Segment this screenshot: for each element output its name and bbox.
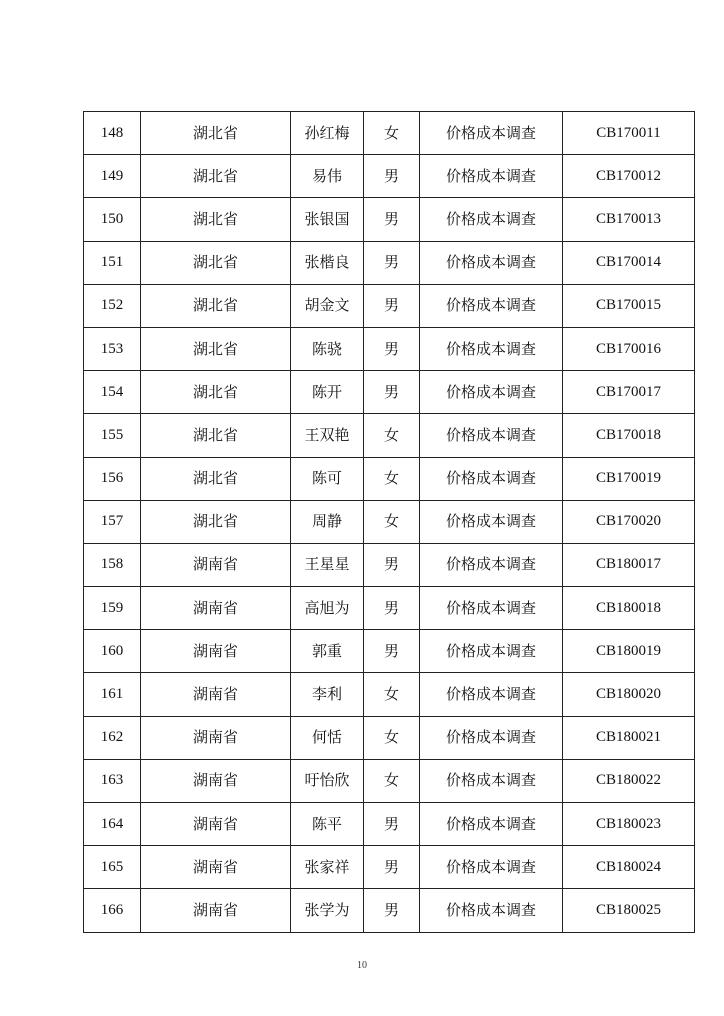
category-cell: 价格成本调查 [420,846,563,889]
person-name-cell: 张银国 [291,198,364,241]
category-cell: 价格成本调查 [420,803,563,846]
table-row [84,112,695,155]
table-row [84,155,695,198]
gender-cell: 男 [364,543,420,586]
table-row [84,587,695,630]
person-name-cell: 郭重 [291,630,364,673]
person-name-cell: 陈可 [291,457,364,500]
person-name-cell: 吁怡欣 [291,759,364,802]
category-cell: 价格成本调查 [420,543,563,586]
table-row [84,846,695,889]
certificate-code-cell: CB170012 [563,155,695,198]
table-row [84,284,695,327]
gender-cell: 男 [364,889,420,932]
person-name-cell: 陈骁 [291,327,364,370]
province-cell: 湖北省 [141,500,291,543]
certificate-code-cell: CB170015 [563,284,695,327]
row-number-cell: 154 [84,371,141,414]
province-cell: 湖北省 [141,112,291,155]
table-row [84,198,695,241]
person-name-cell: 周静 [291,500,364,543]
row-number-cell: 151 [84,241,141,284]
row-number-cell: 164 [84,803,141,846]
province-cell: 湖北省 [141,414,291,457]
person-name-cell: 胡金文 [291,284,364,327]
row-number-cell: 162 [84,716,141,759]
row-number-cell: 166 [84,889,141,932]
person-name-cell: 李利 [291,673,364,716]
category-cell: 价格成本调查 [420,889,563,932]
province-cell: 湖北省 [141,155,291,198]
gender-cell: 男 [364,198,420,241]
row-number-cell: 163 [84,759,141,802]
row-number-cell: 150 [84,198,141,241]
certificate-code-cell: CB170014 [563,241,695,284]
certificate-code-cell: CB170017 [563,371,695,414]
person-name-cell: 何恬 [291,716,364,759]
certificate-code-cell: CB170020 [563,500,695,543]
row-number-cell: 157 [84,500,141,543]
gender-cell: 女 [364,414,420,457]
table-row [84,371,695,414]
table-row [84,327,695,370]
province-cell: 湖南省 [141,889,291,932]
row-number-cell: 155 [84,414,141,457]
roster-table [83,111,695,933]
certificate-code-cell: CB180024 [563,846,695,889]
row-number-cell: 165 [84,846,141,889]
province-cell: 湖南省 [141,716,291,759]
category-cell: 价格成本调查 [420,587,563,630]
row-number-cell: 158 [84,543,141,586]
person-name-cell: 高旭为 [291,587,364,630]
certificate-code-cell: CB180021 [563,716,695,759]
table-row [84,500,695,543]
category-cell: 价格成本调查 [420,500,563,543]
person-name-cell: 陈开 [291,371,364,414]
category-cell: 价格成本调查 [420,716,563,759]
row-number-cell: 156 [84,457,141,500]
certificate-code-cell: CB170019 [563,457,695,500]
row-number-cell: 148 [84,112,141,155]
category-cell: 价格成本调查 [420,414,563,457]
province-cell: 湖南省 [141,846,291,889]
province-cell: 湖南省 [141,759,291,802]
category-cell: 价格成本调查 [420,241,563,284]
province-cell: 湖北省 [141,284,291,327]
province-cell: 湖北省 [141,457,291,500]
row-number-cell: 153 [84,327,141,370]
certificate-code-cell: CB180018 [563,587,695,630]
gender-cell: 男 [364,241,420,284]
gender-cell: 女 [364,673,420,716]
category-cell: 价格成本调查 [420,673,563,716]
gender-cell: 男 [364,846,420,889]
province-cell: 湖南省 [141,673,291,716]
person-name-cell: 王星星 [291,543,364,586]
row-number-cell: 159 [84,587,141,630]
certificate-code-cell: CB180025 [563,889,695,932]
category-cell: 价格成本调查 [420,155,563,198]
province-cell: 湖北省 [141,241,291,284]
gender-cell: 男 [364,371,420,414]
category-cell: 价格成本调查 [420,371,563,414]
row-number-cell: 149 [84,155,141,198]
table-row [84,673,695,716]
table-row [84,803,695,846]
category-cell: 价格成本调查 [420,630,563,673]
gender-cell: 男 [364,327,420,370]
gender-cell: 男 [364,630,420,673]
person-name-cell: 易伟 [291,155,364,198]
row-number-cell: 160 [84,630,141,673]
gender-cell: 男 [364,155,420,198]
gender-cell: 女 [364,716,420,759]
gender-cell: 女 [364,112,420,155]
category-cell: 价格成本调查 [420,327,563,370]
certificate-code-cell: CB180023 [563,803,695,846]
person-name-cell: 张学为 [291,889,364,932]
certificate-code-cell: CB170011 [563,112,695,155]
category-cell: 价格成本调查 [420,198,563,241]
province-cell: 湖北省 [141,198,291,241]
certificate-code-cell: CB170016 [563,327,695,370]
category-cell: 价格成本调查 [420,112,563,155]
table-row [84,630,695,673]
person-name-cell: 张家祥 [291,846,364,889]
certificate-code-cell: CB180020 [563,673,695,716]
certificate-code-cell: CB170013 [563,198,695,241]
table-row [84,759,695,802]
person-name-cell: 陈平 [291,803,364,846]
province-cell: 湖北省 [141,371,291,414]
gender-cell: 男 [364,803,420,846]
table-row [84,414,695,457]
row-number-cell: 161 [84,673,141,716]
person-name-cell: 张楷良 [291,241,364,284]
province-cell: 湖南省 [141,543,291,586]
certificate-code-cell: CB180019 [563,630,695,673]
page-number: 10 [357,960,367,971]
province-cell: 湖北省 [141,327,291,370]
certificate-code-cell: CB180017 [563,543,695,586]
gender-cell: 男 [364,284,420,327]
category-cell: 价格成本调查 [420,759,563,802]
province-cell: 湖南省 [141,587,291,630]
category-cell: 价格成本调查 [420,284,563,327]
table-row [84,241,695,284]
person-name-cell: 孙红梅 [291,112,364,155]
gender-cell: 女 [364,500,420,543]
gender-cell: 女 [364,457,420,500]
table-row [84,457,695,500]
gender-cell: 女 [364,759,420,802]
gender-cell: 男 [364,587,420,630]
row-number-cell: 152 [84,284,141,327]
table-row [84,543,695,586]
province-cell: 湖南省 [141,803,291,846]
table-row [84,716,695,759]
province-cell: 湖南省 [141,630,291,673]
person-name-cell: 王双艳 [291,414,364,457]
certificate-code-cell: CB170018 [563,414,695,457]
category-cell: 价格成本调查 [420,457,563,500]
certificate-code-cell: CB180022 [563,759,695,802]
roster-table-body [84,112,695,933]
table-row [84,889,695,932]
